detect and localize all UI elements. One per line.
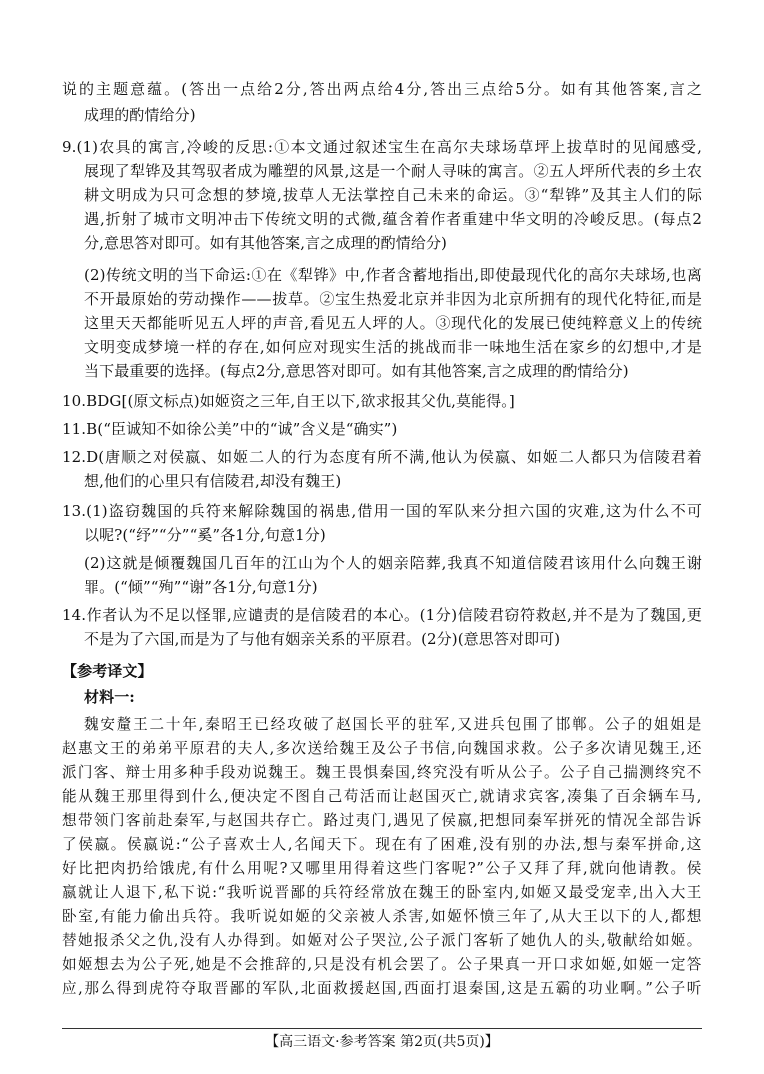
text-line: (2)传统文明的当下命运:①在《犁铧》中,作者含蓄地指出,即使最现代化的高尔夫球场,也离 (84, 266, 702, 284)
text-line: 14.作者认为不足以怪罪,应谴责的是信陵君的本心。(1分)信陵君窃符救赵,并不是为了魏国,更 (62, 606, 702, 624)
text-line: 赵惠文王的弟弟平原君的夫人,多次送给魏王及公子书信,向魏国求救。公子多次请见魏王,还 (62, 740, 702, 757)
text-line: 11.B(“臣诚知不如徐公美”中的“诚”含义是“确实”) (62, 420, 398, 438)
text-line: 10.BDG[(原文标点)如姬资之三年,自王以下,欲求报其父仇,莫能得。] (62, 392, 515, 410)
page-footer: 【高三语文·参考答案 第2页(共5页)】 (265, 1034, 499, 1050)
text-line: 能从魏王那里得到什么,便决定不图自己苟活而让赵国灭亡,就请求宾客,凑集了百余辆车马, (62, 788, 702, 805)
text-line: 不开最原始的劳动操作——拔草。②宝生热爱北京并非因为北京所拥有的现代化特征,而是 (84, 290, 702, 308)
text-line: 派门客、辩士用多种手段劝说魏王。魏王畏惧秦国,终究没有听从公子。公子自己揣测终究不 (62, 764, 702, 781)
text-line: 分,意思答对即可。如有其他答案,言之成理的酌情给分) (84, 234, 447, 252)
text-line: 成理的酌情给分) (84, 106, 196, 124)
text-line: 9.(1)农具的寓言,冷峻的反思:①本文通过叙述宝生在高尔夫球场草坪上拔草时的见闻感受, (62, 138, 702, 156)
text-line: 了侯嬴。侯嬴说:“公子喜欢士人,名闻天下。现在有了困难,没有别的办法,想与秦军拼命,这 (62, 836, 702, 853)
text-line: 展现了犁铧及其驾驭者成为雕塑的风景,这是一个耐人寻味的寓言。②五人坪所代表的乡土农 (84, 162, 702, 180)
text-line: 文明变成梦境一样的存在,如何应对现实生活的挑战而非一味地生活在家乡的幻想中,才是 (84, 338, 702, 356)
text-line: 好比把肉扔给饿虎,有什么用呢?又哪里用得着这些门客呢?”公子又拜了拜,就向他请教。侯 (62, 860, 702, 877)
text-line: 如姬想去为公子死,她是不会推辞的,只是没有机会罢了。公子果真一开口求如姬,如姬一定答 (62, 956, 702, 973)
text-line: 想带领门客前赴秦军,与赵国共存亡。路过夷门,遇见了侯嬴,把想同秦军拼死的情况全部告诉 (62, 812, 702, 829)
text-line: 替她报杀父之仇,没有人办得到。如姬对公子哭泣,公子派门客斩了她仇人的头,敬献给如姬。 (62, 932, 702, 949)
text-line: 这里天天都能听见五人坪的声音,看见五人坪的人。③现代化的发展已使纯粹意义上的传统 (84, 314, 702, 332)
text-line: 以呢?(“纾”“分”“奚”各1分,句意1分) (84, 526, 326, 544)
text-line: 12.D(唐顺之对侯嬴、如姬二人的行为态度有所不满,他认为侯嬴、如姬二人都只为信陵君着 (62, 448, 702, 466)
text-line: 耕文明成为只可念想的梦境,拔草人无法掌控自己未来的命运。③“犁铧”及其主人们的际 (84, 186, 702, 204)
text-line: 魏安釐王二十年,秦昭王已经攻破了赵国长平的驻军,又进兵包围了邯郸。公子的姐姐是 (84, 716, 702, 733)
text-line: 罪。(“倾”“殉”“谢”各1分,句意1分) (84, 578, 318, 596)
footer-divider (62, 1028, 702, 1029)
text-line: 嬴就让人退下,私下说:“我听说晋鄙的兵符经常放在魏王的卧室内,如姬又最受宠幸,出入大王 (62, 884, 702, 901)
text-line: (2)这就是倾覆魏国几百年的江山为个人的姻亲陪葬,我真不知道信陵君该用什么向魏王谢 (84, 554, 702, 572)
text-line: 应,那么得到虎符夺取晋鄙的军队,北面救援赵国,西面打退秦国,这是五霸的功业啊。”公子听 (62, 980, 702, 997)
text-line: 材料一: (84, 688, 135, 706)
text-line: 【参考译文】 (62, 662, 153, 680)
text-line: 遇,折射了城市文明冲击下传统文明的式微,蕴含着作者重建中华文明的冷峻反思。(每点2 (84, 210, 702, 228)
text-line: 13.(1)盗窃魏国的兵符来解除魏国的祸患,借用一国的军队来分担六国的灾难,这为什么不可 (62, 502, 702, 520)
text-line: 不是为了六国,而是为了与他有姻亲关系的平原君。(2分)(意思答对即可) (84, 630, 561, 648)
text-line: 当下最重要的选择。(每点2分,意思答对即可。如有其他答案,言之成理的酌情给分) (84, 362, 629, 380)
text-line: 卧室,有能力偷出兵符。我听说如姬的父亲被人杀害,如姬怀愤三年了,从大王以下的人,都想 (62, 908, 702, 925)
text-line: 说的主题意蕴。(答出一点给2分,答出两点给4分,答出三点给5分。如有其他答案,言之 (62, 80, 702, 98)
text-line: 想,他们的心里只有信陵君,却没有魏王) (84, 472, 342, 490)
